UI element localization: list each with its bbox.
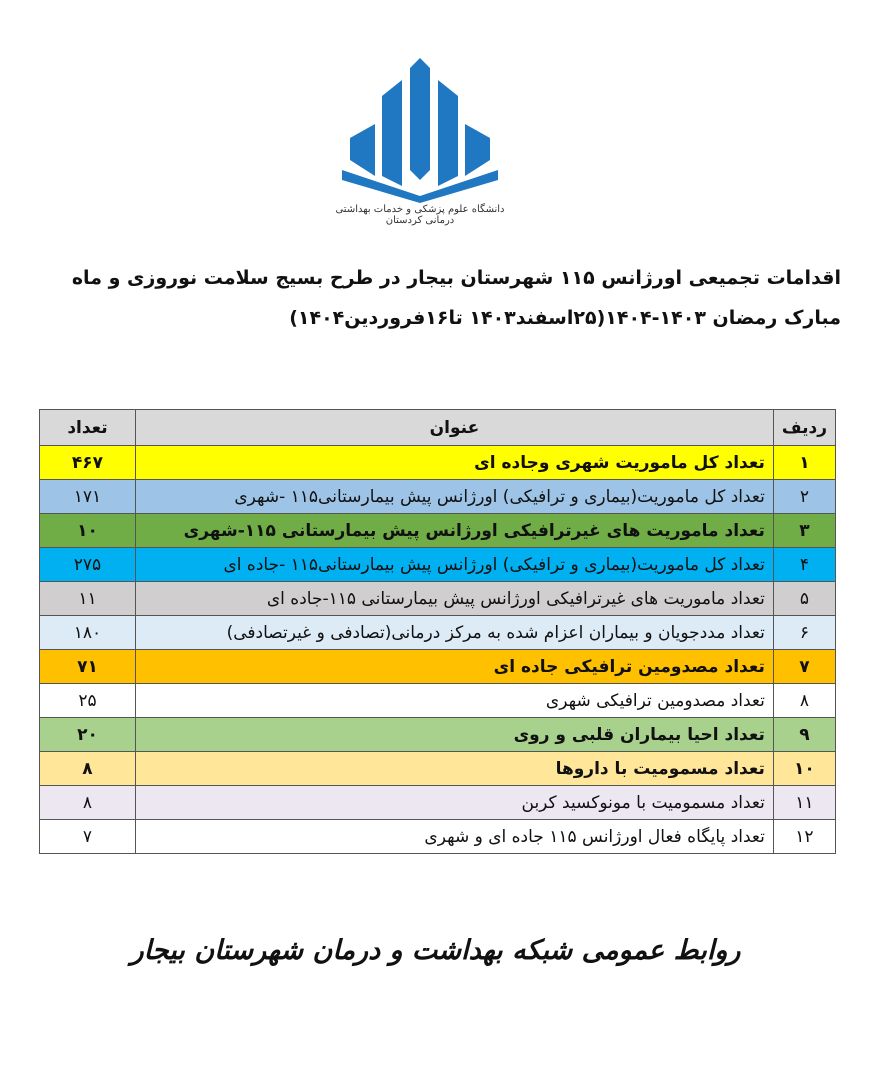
row-count: ۲۵: [40, 684, 136, 718]
row-title: تعداد احیا بیماران قلبی و روی: [136, 718, 774, 752]
row-title: تعداد کل ماموریت شهری وجاده ای: [136, 446, 774, 480]
row-title: تعداد مصدومین ترافیکی جاده ای: [136, 650, 774, 684]
title-line-2: مبارک رمضان ۱۴۰۳-۱۴۰۴(۲۵اسفند۱۴۰۳ تا۱۶فروردین۱۴۰۴): [289, 307, 841, 329]
row-index: ۱۰: [773, 752, 835, 786]
row-index: ۶: [773, 616, 835, 650]
table-row: [40, 718, 836, 752]
row-title: تعداد ماموریت های غیرترافیکی اورژانس پیش بیمارستانی ۱۱۵-جاده ای: [136, 582, 774, 616]
row-count: ۲۰: [40, 718, 136, 752]
row-title: تعداد ماموریت های غیرترافیکی اورژانس پیش بیمارستانی ۱۱۵-شهری: [136, 514, 774, 548]
header-index: ردیف: [773, 410, 835, 446]
table-row: [40, 684, 836, 718]
row-index: ۴: [773, 548, 835, 582]
header-title: عنوان: [136, 410, 774, 446]
row-index: ۱۲: [773, 820, 835, 854]
row-index: ۳: [773, 514, 835, 548]
row-index: ۹: [773, 718, 835, 752]
row-title: تعداد کل ماموریت(بیماری و ترافیکی) اورژانس پیش بیمارستانی۱۱۵ -شهری: [136, 480, 774, 514]
row-count: ۲۷۵: [40, 548, 136, 582]
row-count: ۴۶۷: [40, 446, 136, 480]
row-count: ۷۱: [40, 650, 136, 684]
row-count: ۱۱: [40, 582, 136, 616]
row-index: ۸: [773, 684, 835, 718]
row-title: تعداد مسمومیت با داروها: [136, 752, 774, 786]
row-index: ۱۱: [773, 786, 835, 820]
page-title: [30, 258, 841, 338]
table-row: [40, 548, 836, 582]
row-index: ۷: [773, 650, 835, 684]
table-row: [40, 752, 836, 786]
report-table: [39, 409, 836, 854]
table-row: [40, 616, 836, 650]
row-count: ۱۷۱: [40, 480, 136, 514]
row-count: ۷: [40, 820, 136, 854]
row-index: ۵: [773, 582, 835, 616]
row-count: ۱۰: [40, 514, 136, 548]
table-row: [40, 650, 836, 684]
title-line-1: اقدامات تجمیعی اورژانس ۱۱۵ شهرستان بیجار در طرح بسیج سلامت نوروزی و ماه: [71, 267, 841, 289]
table-row: [40, 446, 836, 480]
table-row: [40, 786, 836, 820]
footer-signature: روابط عمومی شبکه بهداشت و درمان شهرستان بیجار: [130, 935, 741, 966]
row-index: ۱: [773, 446, 835, 480]
row-count: ۸: [40, 786, 136, 820]
row-title: تعداد کل ماموریت(بیماری و ترافیکی) اورژانس پیش بیمارستانی۱۱۵ -جاده ای: [136, 548, 774, 582]
header-count: تعداد: [40, 410, 136, 446]
row-title: تعداد مسمومیت با مونوکسید کربن: [136, 786, 774, 820]
row-title: تعداد پایگاه فعال اورژانس ۱۱۵ جاده ای و شهری: [136, 820, 774, 854]
table-row: [40, 820, 836, 854]
row-count: ۸: [40, 752, 136, 786]
university-logo: [320, 58, 520, 238]
university-book-logo-icon: [320, 58, 520, 203]
row-index: ۲: [773, 480, 835, 514]
logo-caption: دانشگاه علوم پزشکی و خدمات بهداشتی درمانی کردستان: [335, 204, 505, 226]
table-header-row: [40, 410, 836, 446]
table-row: [40, 582, 836, 616]
row-count: ۱۸۰: [40, 616, 136, 650]
table-row: [40, 514, 836, 548]
row-title: تعداد مددجویان و بیماران اعزام شده به مرکز درمانی(تصادفی و غیرتصادفی): [136, 616, 774, 650]
row-title: تعداد مصدومین ترافیکی شهری: [136, 684, 774, 718]
table-row: [40, 480, 836, 514]
